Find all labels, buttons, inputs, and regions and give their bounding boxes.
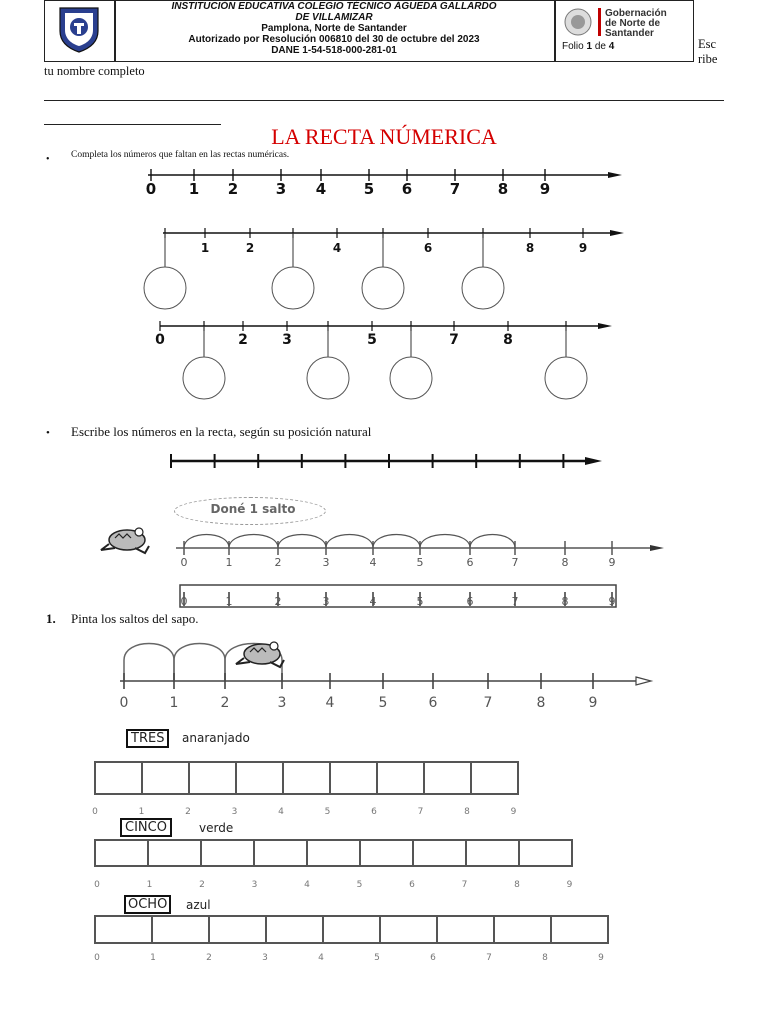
task-cinco-number: 9: [566, 880, 573, 890]
frog-box-number: 4: [369, 595, 377, 608]
frog-line-number: 8: [561, 556, 569, 569]
task-tres-number: 8: [464, 807, 470, 817]
gov-line1: Gobernación: [605, 8, 667, 19]
number-lines-svg: [0, 160, 768, 1020]
task-cinco-number: 8: [514, 880, 520, 890]
frog-eye: [135, 528, 143, 536]
line2-answer-circle: [272, 267, 314, 309]
task-tres-number: 0: [92, 807, 98, 817]
task-tres-number: 7: [417, 807, 424, 817]
instruction-paint: Pinta los saltos del sapo.: [71, 611, 199, 626]
institution-authorization: Autorizado por Resolución 006810 del 30 de octubre del 2023: [188, 34, 480, 45]
frog-number-line-arrow-icon: [650, 545, 664, 551]
line1-number: 1: [188, 180, 200, 198]
task-ocho-number: 5: [374, 953, 380, 963]
line1-number: 8: [497, 180, 509, 198]
blank-number-line-arrow-icon: [585, 457, 602, 465]
line2-answer-circle: [462, 267, 504, 309]
task-ocho-number: 1: [150, 953, 156, 963]
frog-box-number: 0: [180, 595, 188, 608]
task-ocho-number: 4: [318, 953, 324, 963]
task-cinco-number: 4: [304, 880, 310, 890]
frog-box-number: 6: [466, 595, 474, 608]
paint-hop-arc: [124, 644, 174, 682]
task-tres-number: 2: [185, 807, 191, 817]
paint-number-line-arrow-icon: [636, 677, 651, 685]
task-ocho-number: 0: [94, 953, 100, 963]
task-tres-number: 3: [231, 807, 238, 817]
line3-answer-circle: [307, 357, 349, 399]
frog-hop-arc: [229, 535, 278, 549]
bullet-icon: •: [46, 427, 50, 439]
line1-number: 0: [145, 180, 157, 198]
task-color-cinco: verde: [199, 821, 234, 835]
task-cinco-number: 3: [251, 880, 258, 890]
gov-line3: Santander: [605, 28, 654, 39]
line2-number: 2: [245, 241, 255, 255]
line3-answer-circle: [183, 357, 225, 399]
task-color-ocho: azul: [186, 898, 211, 912]
task-cinco-number: 5: [356, 880, 363, 890]
institution-name-line2: DE VILLAMIZAR: [295, 12, 373, 23]
number-line-1-arrow-icon: [608, 172, 622, 178]
frog-banner-text: Doné 1 salto: [210, 502, 296, 516]
frog-line-number: 0: [180, 556, 188, 569]
paint-line-number: 4: [325, 695, 335, 711]
frog-line-number: 6: [466, 556, 474, 569]
line3-number: 7: [449, 332, 459, 348]
paint-line-number: 8: [536, 695, 546, 711]
frog-box-number: 1: [225, 595, 233, 608]
line3-answer-circle: [545, 357, 587, 399]
number-line-2-arrow-icon: [610, 230, 624, 236]
task-ocho-number: 8: [542, 953, 548, 963]
frog-line-number: 3: [322, 556, 330, 569]
task-cinco-number: 0: [94, 880, 100, 890]
line1-number: 3: [275, 180, 287, 198]
task-ocho-number: 2: [206, 953, 212, 963]
line2-number: 8: [525, 241, 535, 255]
task-cinco-row: [95, 840, 572, 866]
task-cinco-number: 1: [146, 880, 153, 890]
task-word-cinco: CINCO: [120, 818, 172, 837]
task-cinco-number: 2: [199, 880, 205, 890]
task-tres-number: 5: [324, 807, 331, 817]
line2-number: 9: [578, 241, 588, 255]
task-word-ocho: OCHO: [124, 895, 171, 914]
line1-number: 7: [449, 180, 461, 198]
line1-number: 9: [539, 180, 551, 198]
paint-line-number: 1: [169, 695, 179, 711]
gov-emblem-icon: [563, 7, 593, 37]
frog-line-number: 9: [608, 556, 616, 569]
line2-answer-circle: [144, 267, 186, 309]
line1-number: 2: [227, 180, 239, 198]
paint-hop-arc: [174, 644, 225, 682]
frog-hop-arc: [184, 535, 229, 549]
line2-number: 1: [200, 241, 210, 255]
line2-number: 4: [332, 241, 342, 255]
task-color-tres: anaranjado: [182, 731, 250, 745]
paint-line-number: 7: [483, 695, 493, 711]
task-ocho-number: 3: [262, 953, 268, 963]
frog-eye: [270, 642, 278, 650]
frog-box-number: 5: [416, 595, 424, 608]
bullet-icon: •: [46, 154, 50, 165]
task-tres-number: 4: [278, 807, 284, 817]
frog-icon: [101, 528, 149, 553]
frog-box-number: 3: [322, 595, 330, 608]
instruction-write: Escribe los números en la recta, según su posición natural: [71, 424, 372, 439]
task-tres-number: 6: [371, 807, 377, 817]
frog-line-number: 1: [225, 556, 233, 569]
line1-number: 4: [315, 180, 327, 198]
frog-line-number: 7: [511, 556, 519, 569]
frog-box-number: 9: [608, 595, 616, 608]
task-ocho-number: 9: [598, 953, 604, 963]
frog-box-number: 7: [511, 595, 519, 608]
paint-line-number: 5: [378, 695, 388, 711]
institution-name: INSTITUCIÓN EDUCATIVA COLEGIO TÉCNICO ÁGUEDA GALLARDO: [171, 1, 497, 12]
paint-line-number: 2: [220, 695, 230, 711]
frog-box-number: 2: [274, 595, 282, 608]
paint-line-number: 0: [119, 695, 129, 711]
school-shield-logo: [56, 5, 102, 53]
line1-number: 5: [363, 180, 375, 198]
line3-number: 0: [155, 332, 165, 348]
paint-frog-icon: [236, 642, 284, 667]
name-prompt-label: tu nombre completo: [44, 64, 145, 78]
paint-line-number: 6: [428, 695, 438, 711]
task-word-tres: TRES: [126, 729, 169, 748]
task-ocho-number: 7: [486, 953, 492, 963]
frog-number-box-row: [180, 585, 616, 607]
task-tres-number: 9: [510, 807, 517, 817]
folio: Folio 1 de 4: [562, 41, 615, 52]
institution-dane: DANE 1-54-518-000-281-01: [271, 45, 397, 56]
page-title: LA RECTA NÚMERICA: [271, 124, 497, 149]
frog-hop-arc: [420, 535, 470, 549]
number-line-3-arrow-icon: [598, 323, 612, 329]
line3-answer-circle: [390, 357, 432, 399]
gov-line2: de Norte de: [605, 18, 661, 29]
frog-box-number: 8: [561, 595, 569, 608]
name-prompt-side: Esc ribe: [698, 37, 718, 66]
line1-number: 6: [401, 180, 413, 198]
task-tres-row: [95, 762, 518, 794]
frog-line-number: 4: [369, 556, 377, 569]
instruction-complete: Completa los números que faltan en las rectas numéricas.: [71, 150, 290, 160]
name-line[interactable]: [44, 100, 724, 101]
line3-number: 2: [238, 332, 248, 348]
task-ocho-row: [95, 916, 608, 943]
line3-number: 8: [503, 332, 513, 348]
frog-hop-arc: [373, 535, 420, 549]
line2-number: 6: [423, 241, 433, 255]
frog-hop-arc: [326, 535, 373, 549]
paint-line-number: 3: [277, 695, 287, 711]
line3-number: 3: [282, 332, 292, 348]
task-tres-number: 1: [138, 807, 145, 817]
task-cinco-number: 6: [409, 880, 415, 890]
task-ocho-number: 6: [430, 953, 436, 963]
instruction-paint-number: 1.: [46, 611, 56, 626]
frog-hop-arc: [278, 535, 326, 549]
task-cinco-number: 7: [461, 880, 468, 890]
gov-red-bar: [598, 8, 601, 36]
frog-hop-arc: [470, 535, 515, 549]
frog-line-number: 5: [416, 556, 424, 569]
frog-line-number: 2: [274, 556, 282, 569]
line3-number: 5: [367, 332, 377, 348]
line2-answer-circle: [362, 267, 404, 309]
institution-location: Pamplona, Norte de Santander: [261, 23, 407, 34]
paint-line-number: 9: [588, 695, 598, 711]
